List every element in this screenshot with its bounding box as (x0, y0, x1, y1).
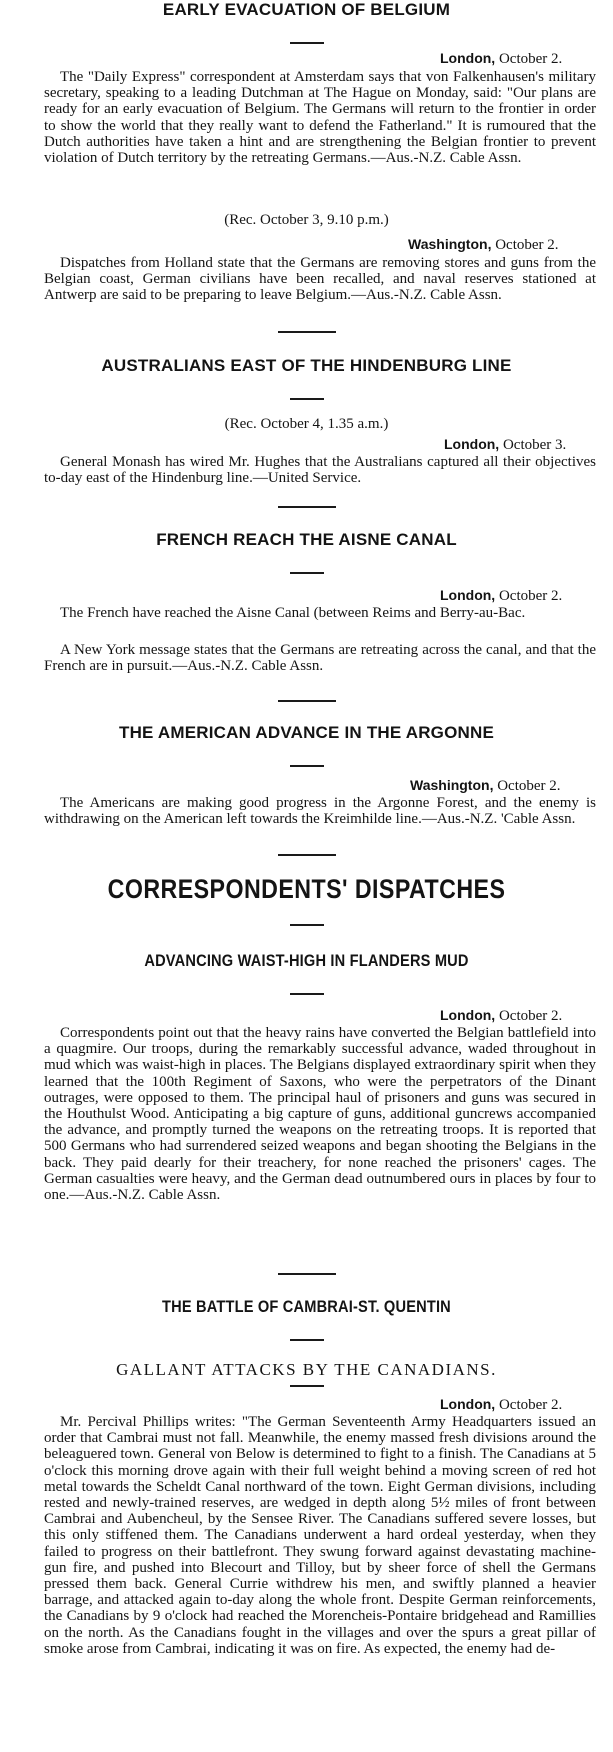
received-note: (Rec. October 4, 1.35 a.m.) (224, 416, 389, 432)
dateline-city: London, (440, 1007, 496, 1023)
section-title: CORRESPONDENTS' DISPATCHES (107, 874, 506, 904)
dateline-date: October 2. (498, 588, 563, 604)
headline-american-argonne: THE AMERICAN ADVANCE IN THE ARGONNE (118, 723, 495, 742)
dateline-london (440, 50, 562, 68)
received-note: (Rec. October 3, 9.10 p.m.) (224, 212, 389, 228)
headline-rule (290, 993, 324, 995)
article-paragraph: Dispatches from Holland state that the Germans are removing stores and guns from the Belgian coast, German civilians have been recalled, and naval reserves stationed at Antwerp are said to be preparing to leave Belgium.—Aus.-N.Z. Cable Assn. (44, 255, 596, 304)
dateline-washington (410, 777, 561, 795)
headline-rule (290, 1339, 324, 1341)
dateline-london (440, 587, 562, 605)
headline-rule (290, 398, 324, 400)
article-paragraph: A New York message states that the Germans are retreating across the canal, and that the French are in pursuit.—Aus.-N.Z. Cable Assn. (44, 642, 596, 675)
dateline-city: Washington, (408, 236, 492, 252)
article-divider (278, 1273, 336, 1275)
dateline-city: Washington, (410, 777, 494, 793)
headline-rule (290, 924, 324, 926)
article-divider (278, 506, 336, 508)
dateline-date: October 2. (497, 778, 561, 794)
article-paragraph: The "Daily Express" correspondent at Amsterdam says that von Falkenhausen's military secretary, speaking to a leading Dutchman at The Hague on Monday, said: "Our plans are ready for an early evacuation of Belgium. The Germans will return to the frontier in order to show the world that they really want to defend the Fatherland." It is rumoured that the Dutch authorities have taken a hint and are strengthening the Belgian frontier to prevent violation of Dutch territory by the retreating Germans.—Aus.-N.Z. Cable Assn. (44, 69, 596, 167)
dateline-london (440, 1007, 562, 1025)
article-divider (278, 854, 336, 856)
dateline-date: October 2. (498, 1397, 563, 1413)
dateline-london (440, 1396, 562, 1414)
subheadline-canadians: GALLANT ATTACKS BY THE CANADIANS. (116, 1360, 497, 1379)
article-divider (278, 700, 336, 702)
dateline-city: London, (444, 436, 500, 452)
headline-rule (290, 1385, 324, 1387)
article-paragraph: The French have reached the Aisne Canal (between Reims and Berry-au-Bac. (60, 605, 526, 621)
headline-australians: AUSTRALIANS EAST OF THE HINDENBURG LINE (101, 356, 512, 375)
article-paragraph: The Americans are making good progress in the Argonne Forest, and the enemy is withdrawing on the American left towards the Kreimhilde line.—Aus.-N.Z. 'Cable Assn. (44, 795, 596, 828)
dateline-city: London, (440, 587, 496, 603)
headline-flanders-mud: ADVANCING WAIST-HIGH IN FLANDERS MUD (144, 951, 469, 970)
headline-rule (290, 572, 324, 574)
headline-early-evacuation: EARLY EVACUATION OF BELGIUM (162, 0, 451, 19)
article-paragraph: Mr. Percival Phillips writes: "The German Seventeenth Army Headquarters issued an order that Cambrai must not fall. Meanwhile, the enemy massed fresh divisions around the beleaguered town. General von Below is determined to fight to a finish. The Canadians at 5 o'clock this morning drove again with their full weight behind a moving screen of red hot metal towards the Scheldt Canal northward of the town. Eight German divisions, including rested and newly-trained reserves, are wedged in depth along 5½ miles of front between Cambrai and Aubencheul, by the Sensee River. The Canadians suffered severe losses, but this only stiffened them. The Canadians underwent a hard ordeal yesterday, when they failed to progress on their battlefront. They swung forward against devastating machine-gun fire, and pushed into Blecourt and Tilloy, but by sheer force of shell the Germans pressed them back. General Currie withdrew his men, and swiftly planned a heavier barrage, and attacked again to-day along the whole front. Despite German reinforcements, the Canadians by 9 o'clock had reached the Morencheis-Pontaire bridgehead and Ramillies on the north. As the Canadians fought in the villages and over the spurs a great pillar of smoke arose from Cambrai, indicating it was on fire. As expected, the enemy had de- (44, 1414, 596, 1657)
headline-cambrai: THE BATTLE OF CAMBRAI-ST. QUENTIN (162, 1297, 451, 1316)
headline-rule (290, 765, 324, 767)
headline-french-aisne: FRENCH REACH THE AISNE CANAL (156, 530, 457, 549)
dateline-washington (408, 236, 559, 254)
dateline-city: London, (440, 50, 496, 66)
dateline-date: October 2. (498, 51, 563, 67)
dateline-date: October 2. (495, 237, 559, 253)
dateline-date: October 3. (502, 437, 567, 453)
article-paragraph: General Monash has wired Mr. Hughes that the Australians captured all their objectives to-day east of the Hindenburg line.—United Service. (44, 454, 596, 487)
dateline-date: October 2. (498, 1008, 563, 1024)
article-divider (278, 331, 336, 333)
dateline-london (444, 436, 566, 454)
dateline-city: London, (440, 1396, 496, 1412)
article-paragraph: Correspondents point out that the heavy rains have converted the Belgian battlefield into a quagmire. Our troops, during the remarkably successful advance, waded throughout in mud which was waist-high in places. The Belgians displayed extraordinary spirit when they learned that the 100th Regiment of Saxons, who were the perpetrators of the Dinant outrages, were opposed to them. The principal haul of prisoners and guns was secured in the Houthulst Wood. Anticipating a big capture of guns, additional guncrews accompanied the advance, and promptly turned the weapons on the retreating troops. It is reported that 500 Germans who had surrendered seized weapons and began shooting the Belgians in the back. They paid dearly for their treachery, for none reached the prisoners' cages. The German casualties were heavy, and the German dead outnumbered ours in places by four to one.—Aus.-N.Z. Cable Assn. (44, 1025, 596, 1204)
headline-rule (290, 42, 324, 44)
